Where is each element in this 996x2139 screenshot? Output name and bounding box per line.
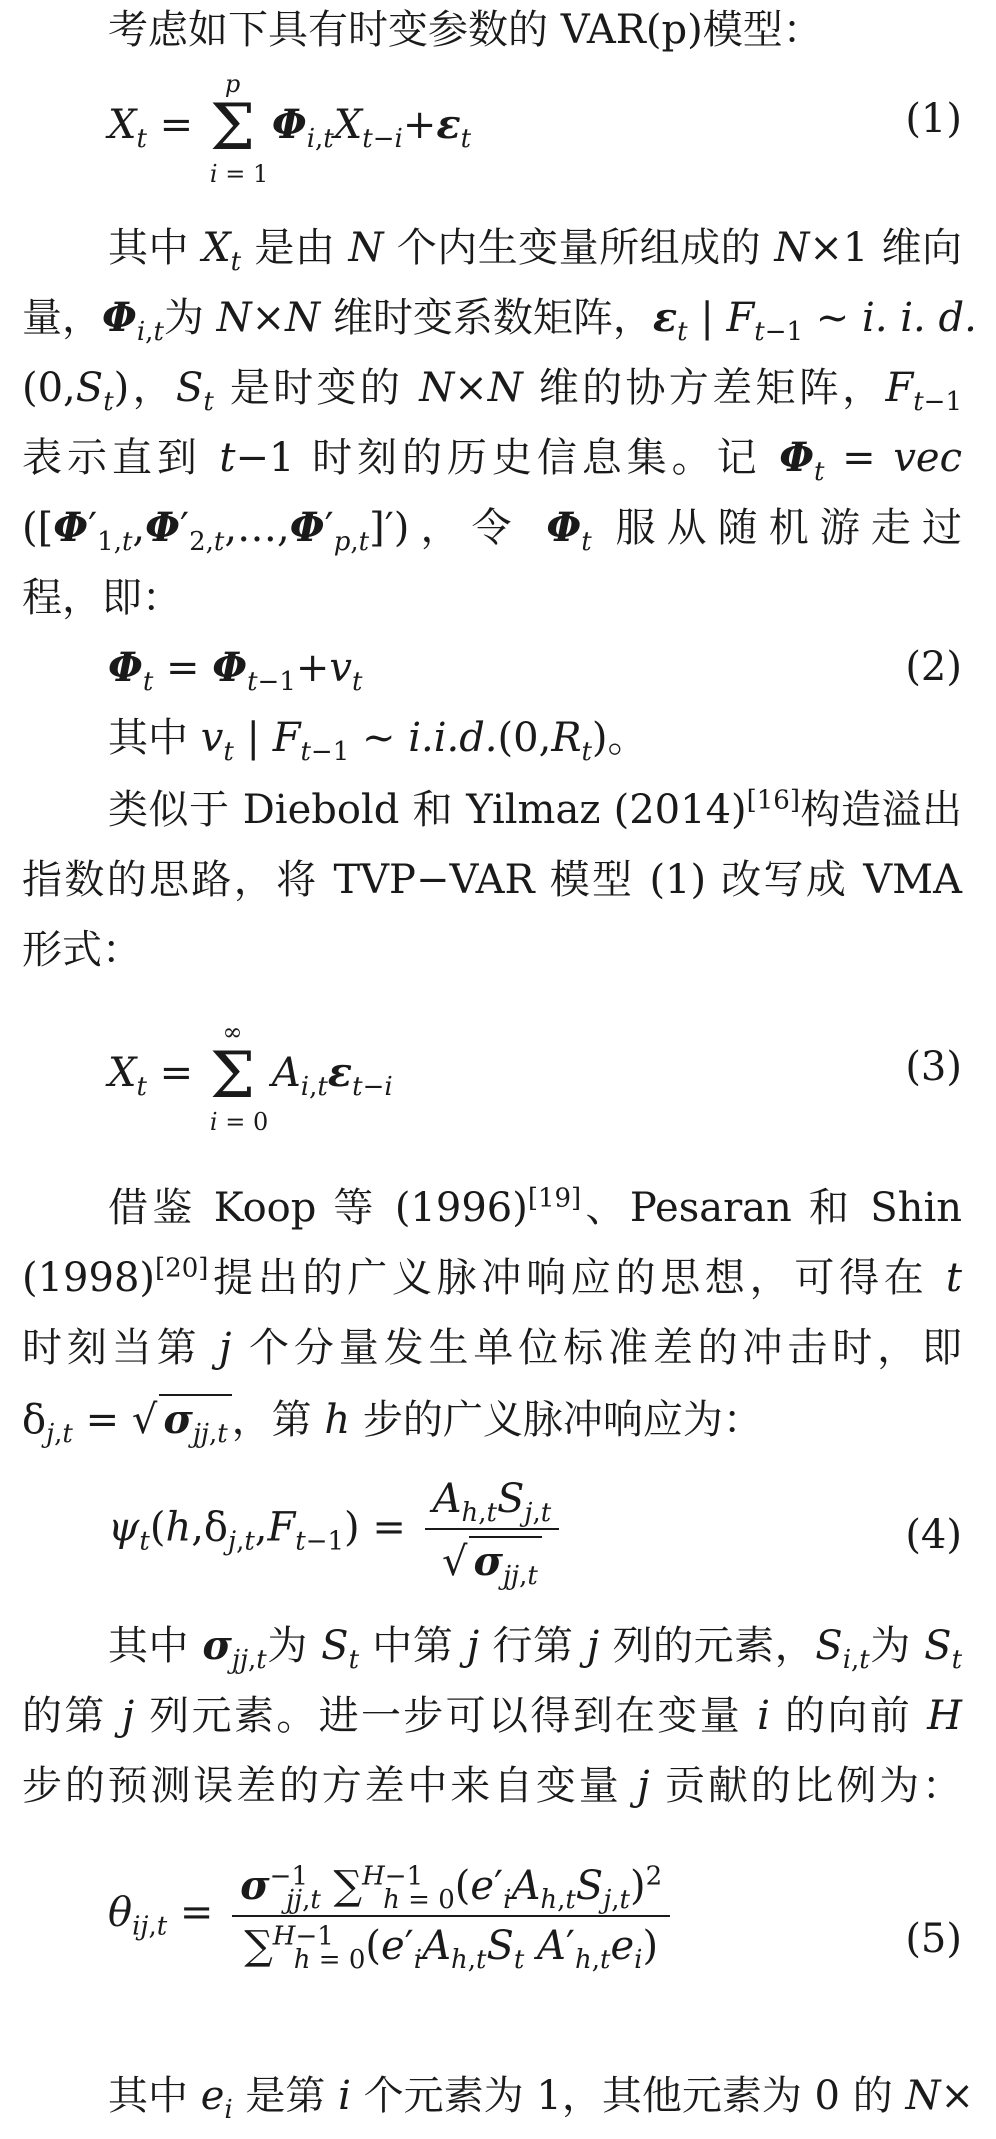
- equation-4-body: $\psi_t(h,\delta_{j,t},F_{t-1})$ = $\frac{A_{h,t}S_{j,t}}{√ \sigma_{jj,t}}$: [108, 1476, 565, 1585]
- paragraph-2-line-3: $(0,S_t)$，$S_t$ 是时变的 N×N 维的协方差矩阵，$F_{t-1}$: [22, 365, 962, 417]
- paragraph-5-line-3: 时刻当第 j 个分量发生单位标准差的冲击时，即: [22, 1325, 963, 1371]
- paragraph-2-line-5: $([\Phi'_{1,t},\Phi'_{2,t},\dots,\Phi'_{p,t}]')$，令 $\Phi_t$ 服从随机游走过: [22, 504, 962, 557]
- paragraph-2-line-1: 其中 $X_t$ 是由 N 个内生变量所组成的 N×1 维向: [108, 225, 962, 277]
- equation-2-label: (2): [905, 644, 962, 690]
- paragraph-4-line-3: 形式：: [22, 927, 142, 973]
- equation-3: [108, 1018, 962, 1136]
- equation-4: [108, 1476, 962, 1591]
- equation-3-label: (3): [905, 1044, 962, 1090]
- equation-5: [108, 1862, 962, 2012]
- paragraph-7: 其中 $e_i$ 是第 i 个元素为 1，其他元素为 0 的 N×: [108, 2073, 974, 2125]
- paragraph-6-line-2: 的第 j 列元素。进一步可以得到在变量 i 的向前 H: [22, 1693, 963, 1739]
- equation-5-body: $\theta_{ij,t}$ = $\frac{\sigma^{-1}_{jj,t} \sum^{H-1}_{h = 0}(e'_iA_{h,t}S_{j,t})^2}{\sum^{H-1}_{h = 0}(e'_iA_{h,t}S_t A'_{h,t}e_i)}$: [108, 1862, 676, 1969]
- equation-5-label: (5): [905, 1916, 962, 1962]
- paragraph-5-line-4: $\delta_{j,t}$ = √ $\sigma_{jj,t}$ ，第 h 步的广义脉冲响应为：: [22, 1396, 763, 1449]
- paragraph-5-line-2: (1998)[20]提出的广义脉冲响应的思想，可得在 t: [22, 1253, 962, 1301]
- paragraph-3: 其中 $v_t$ | $F_{t-1}$ ~ $i.i.d.(0,R_t)$。: [108, 715, 648, 767]
- equation-2-body: $\Phi_t = \Phi_{t-1}+v_t$: [108, 644, 363, 697]
- paragraph-4-line-1: 类似于 Diebold 和 Yilmaz (2014)[16]构造溢出: [108, 785, 962, 833]
- equation-3-body: $X_t$ = ∞ Σ i = 0 $A_{i,t}\varepsilon_{t-i}$: [108, 1018, 393, 1136]
- paragraph-2-line-2: 量，$\Phi_{i,t}$为 N×N 维时变系数矩阵，$\varepsilon_t$ | $F_{t-1}$ ~ i. i. d.: [22, 294, 977, 347]
- equation-2: [108, 644, 962, 704]
- paragraph-4-line-2: 指数的思路，将 TVP−VAR 模型 (1) 改写成 VMA: [22, 857, 962, 903]
- paragraph-intro: [108, 6, 962, 54]
- paragraph-6-line-3: 步的预测误差的方差中来自变量 j 贡献的比例为：: [22, 1763, 962, 1809]
- intro-text: 考虑如下具有时变参数的 VAR(p)模型：: [108, 7, 823, 53]
- paragraph-2-line-6: 程，即：: [22, 575, 182, 621]
- equation-4-label: (4): [905, 1512, 962, 1558]
- equation-1: [108, 70, 962, 188]
- equation-1-body: $X_t$ = p Σ i = 1 $\Phi_{i,t}X_{t-i}+\varepsilon_t$: [108, 70, 472, 188]
- paragraph-5-line-1: 借鉴 Koop 等 (1996)[19]、Pesaran 和 Shin: [108, 1183, 962, 1231]
- paragraph-2-line-4: 表示直到 t−1 时刻的历史信息集。记 $\Phi_t$ = vec: [22, 434, 962, 487]
- paragraph-6-line-1: 其中 $\sigma_{jj,t}$为 $S_t$ 中第 j 行第 j 列的元素，$S_{i,t}$为 $S_t$: [108, 1622, 963, 1675]
- equation-1-label: (1): [905, 96, 962, 142]
